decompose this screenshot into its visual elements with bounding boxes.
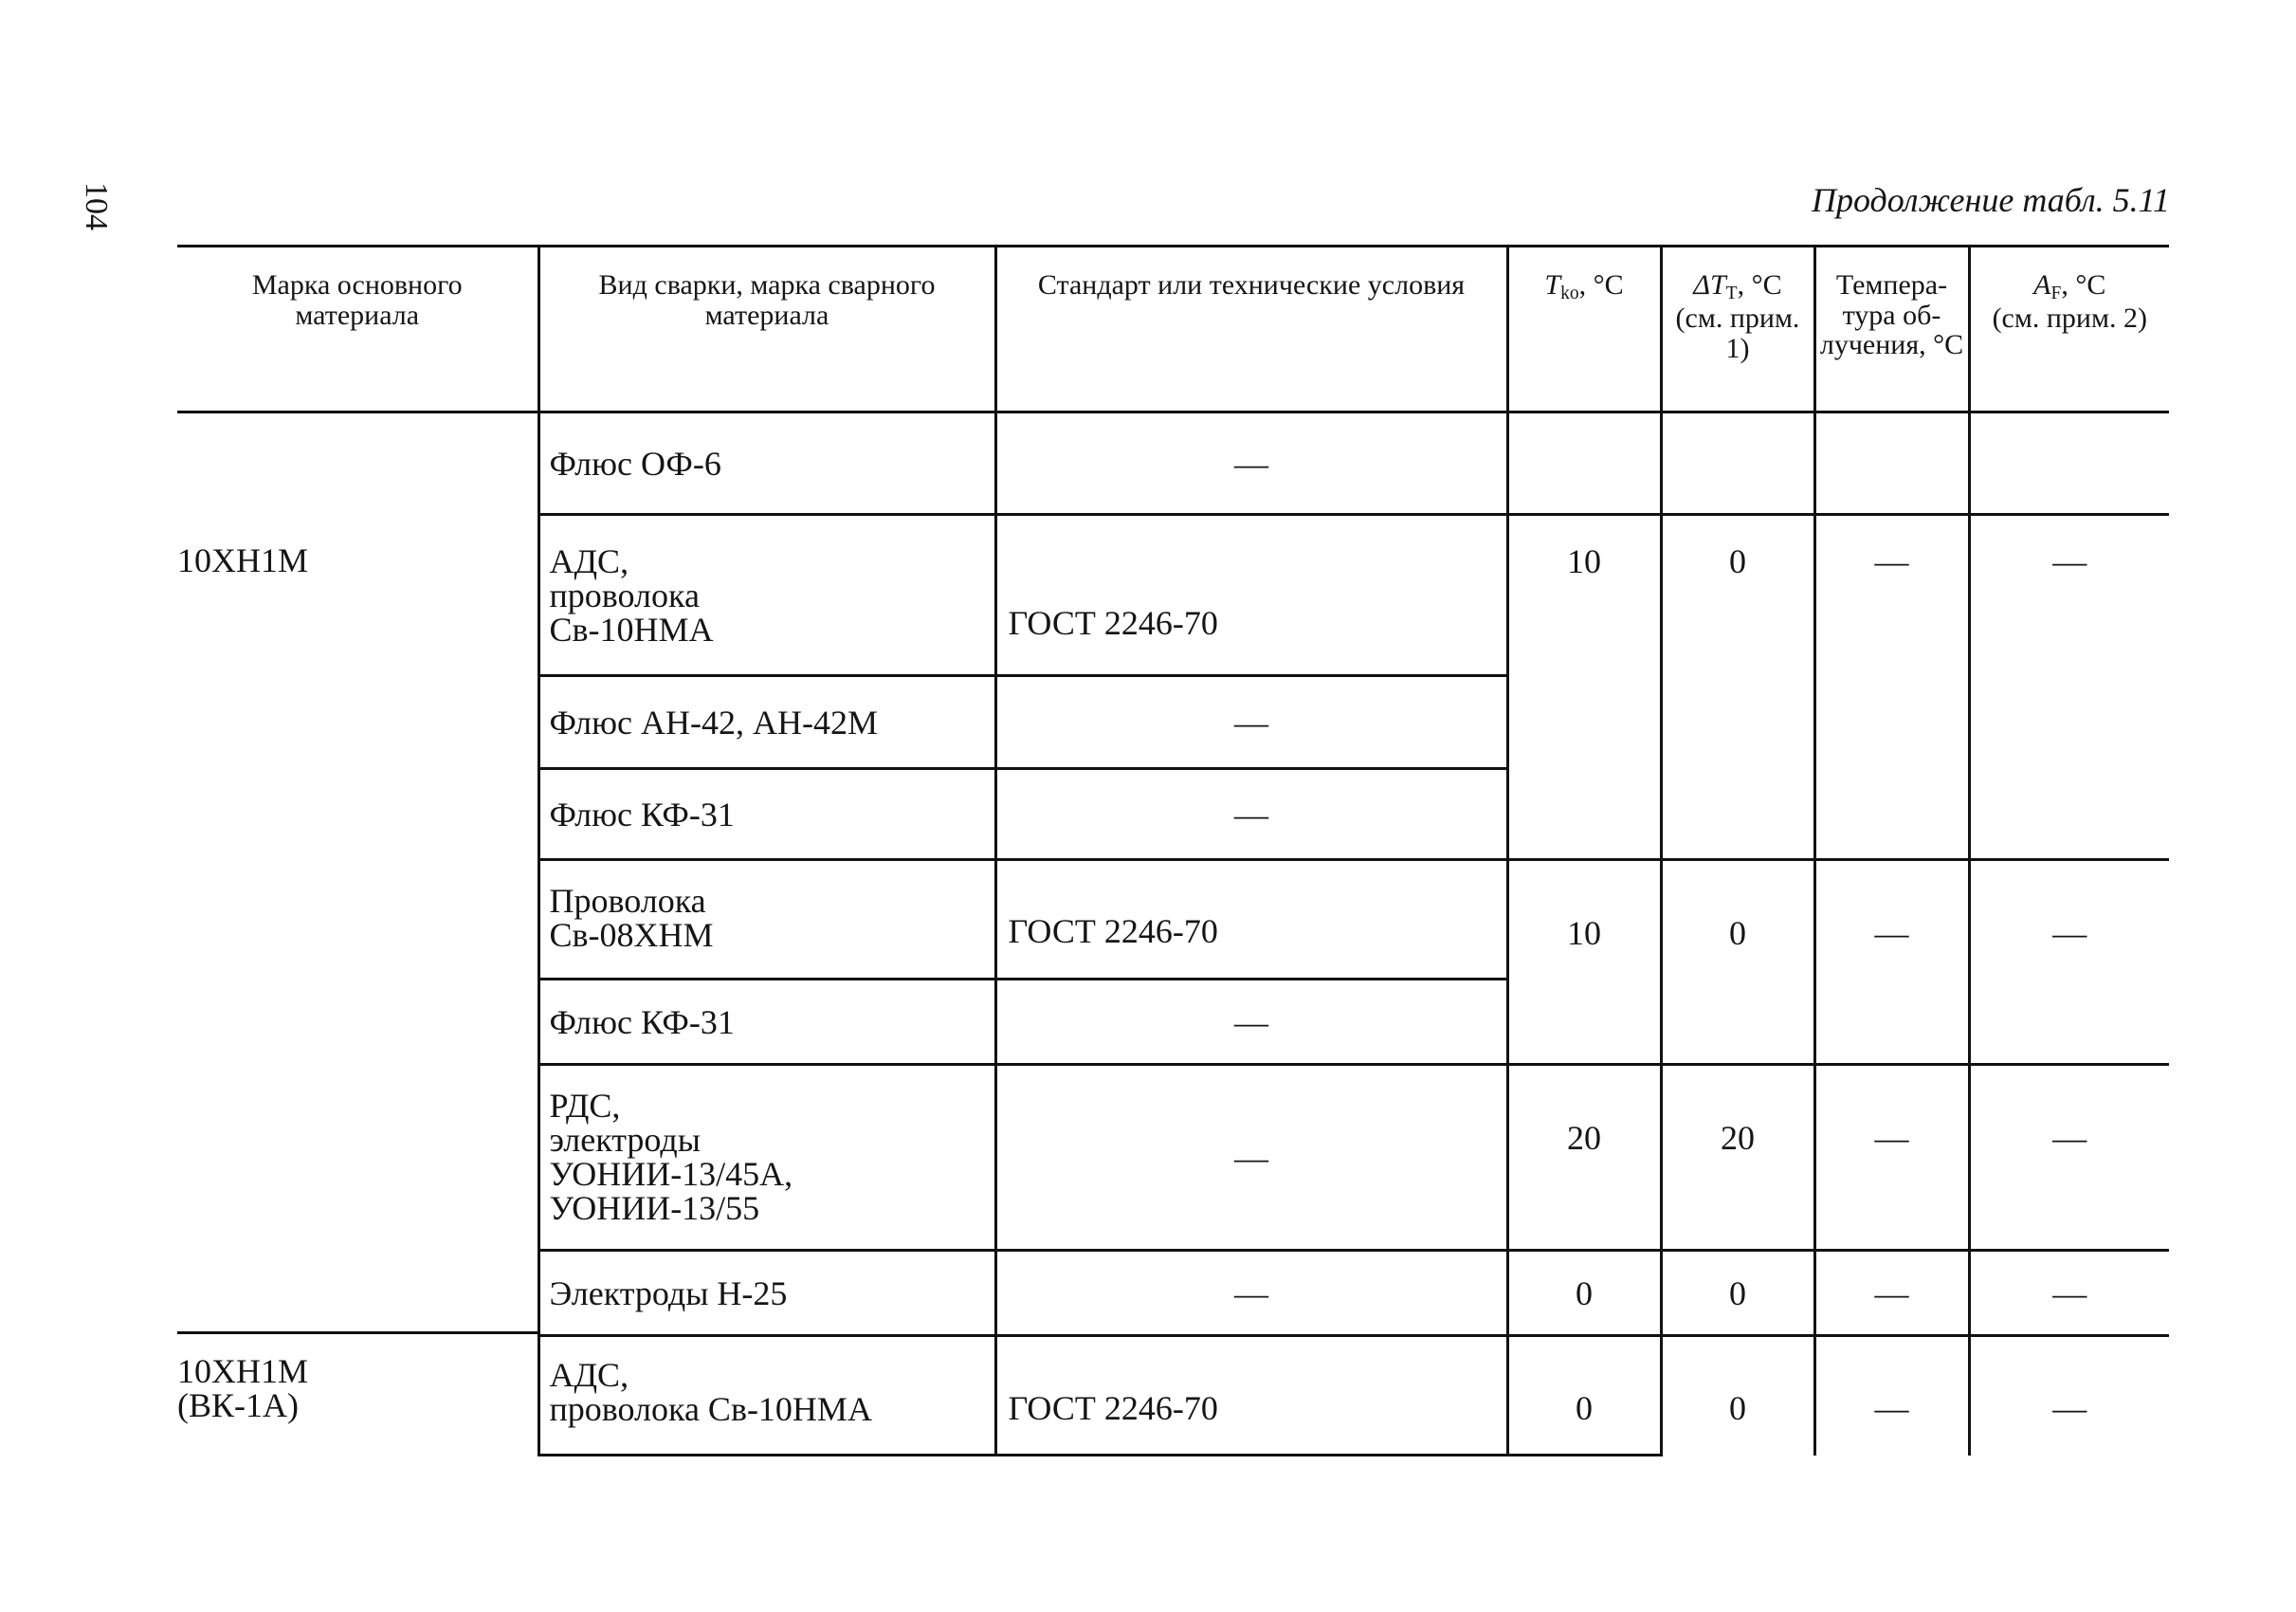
af-unit: , °С [2061, 269, 2106, 301]
cell-irr-dash: — [1814, 860, 1969, 1065]
tko-unit: , °С [1578, 269, 1624, 301]
cell-irr-empty [1814, 412, 1969, 515]
cell-welding: Флюс АН-42, АН-42М [538, 676, 995, 769]
cell-standard-dash: — [995, 412, 1507, 515]
cell-standard-dash: — [995, 1065, 1507, 1251]
dtt-unit: , °С [1737, 269, 1782, 301]
header-delta-tt [1661, 247, 1814, 412]
cell-welding: Флюс КФ-31 [538, 980, 995, 1065]
cell-material: 10ХН1М [177, 540, 309, 579]
cell-dtt: 0 [1661, 1336, 1814, 1456]
cell-irr-dash: — [1814, 1251, 1969, 1336]
cell-welding: РДС, электроды УОНИИ-13/45А, УОНИИ-13/55 [538, 1065, 995, 1251]
table-caption: Продолжение табл. 5.11 [1811, 181, 2170, 219]
cell-welding: Проволока Св-08ХНМ [538, 860, 995, 980]
header-af [1969, 247, 2169, 412]
af-symbol: A [2033, 269, 2051, 301]
cell-welding: Электроды Н-25 [538, 1251, 995, 1336]
header-tko [1507, 247, 1661, 412]
cell-irr-dash: — [1814, 1065, 1969, 1251]
header-base-material: Марка основного материала [177, 247, 538, 412]
cell-tko: 10 [1507, 860, 1661, 1065]
cell-welding: АДС, проволока Св-10НМА [538, 1336, 995, 1456]
header-irradiation-temp: Темпера-тура об-лучения, °С [1814, 247, 1969, 412]
cell-dtt: 20 [1661, 1065, 1814, 1251]
table-row [177, 515, 2169, 676]
cell-standard-dash: — [995, 676, 1507, 769]
cell-irr-dash: — [1814, 515, 1969, 860]
cell-af-dash: — [1969, 1251, 2169, 1336]
data-table [177, 245, 2169, 1456]
cell-welding: Флюс КФ-31 [538, 769, 995, 860]
cell-af-empty [1969, 412, 2169, 515]
material-group-separator [177, 1331, 538, 1334]
dtt-note: (см. прим. 1) [1675, 302, 1800, 364]
cell-dtt: 0 [1661, 515, 1814, 860]
cell-dtt: 0 [1661, 1251, 1814, 1336]
cell-welding: Флюс ОФ-6 [538, 412, 995, 515]
cell-af-dash: — [1969, 1336, 2169, 1456]
cell-welding: АДС, проволока Св-10НМА [538, 515, 995, 676]
cell-standard-dash: — [995, 980, 1507, 1065]
cell-material-empty [177, 412, 538, 515]
cell-tko-empty [1507, 412, 1661, 515]
header-standard: Стандарт или технические условия [995, 247, 1507, 412]
cell-tko: 20 [1507, 1065, 1661, 1251]
cell-standard: ГОСТ 2246-70 [995, 515, 1507, 676]
cell-standard-dash: — [995, 1251, 1507, 1336]
cell-irr-dash: — [1814, 1336, 1969, 1456]
cell-dtt-empty [1661, 412, 1814, 515]
cell-af-dash: — [1969, 515, 2169, 860]
cell-tko: 0 [1507, 1251, 1661, 1336]
table-header-row [177, 247, 2169, 412]
dtt-subscript: T [1725, 283, 1738, 303]
af-note: (см. прим. 2) [1992, 302, 2147, 335]
page-number: 104 [79, 182, 114, 230]
cell-standard: ГОСТ 2246-70 [995, 860, 1507, 980]
cell-tko: 0 [1507, 1336, 1661, 1456]
dtt-symbol: ΔT [1693, 269, 1726, 301]
material-label-vk1a: 10ХН1М (ВК-1А) [177, 1352, 309, 1424]
cell-af-dash: — [1969, 1065, 2169, 1251]
table-row [177, 412, 2169, 515]
header-welding-type: Вид сварки, марка сварного материала [538, 247, 995, 412]
tko-symbol: T [1544, 269, 1561, 301]
af-subscript: F [2050, 283, 2062, 303]
cell-standard: ГОСТ 2246-70 [995, 1336, 1507, 1456]
cell-standard-dash: — [995, 769, 1507, 860]
tko-subscript: ko [1560, 283, 1579, 303]
cell-tko: 10 [1507, 515, 1661, 860]
cell-af-dash: — [1969, 860, 2169, 1065]
cell-dtt: 0 [1661, 860, 1814, 1065]
